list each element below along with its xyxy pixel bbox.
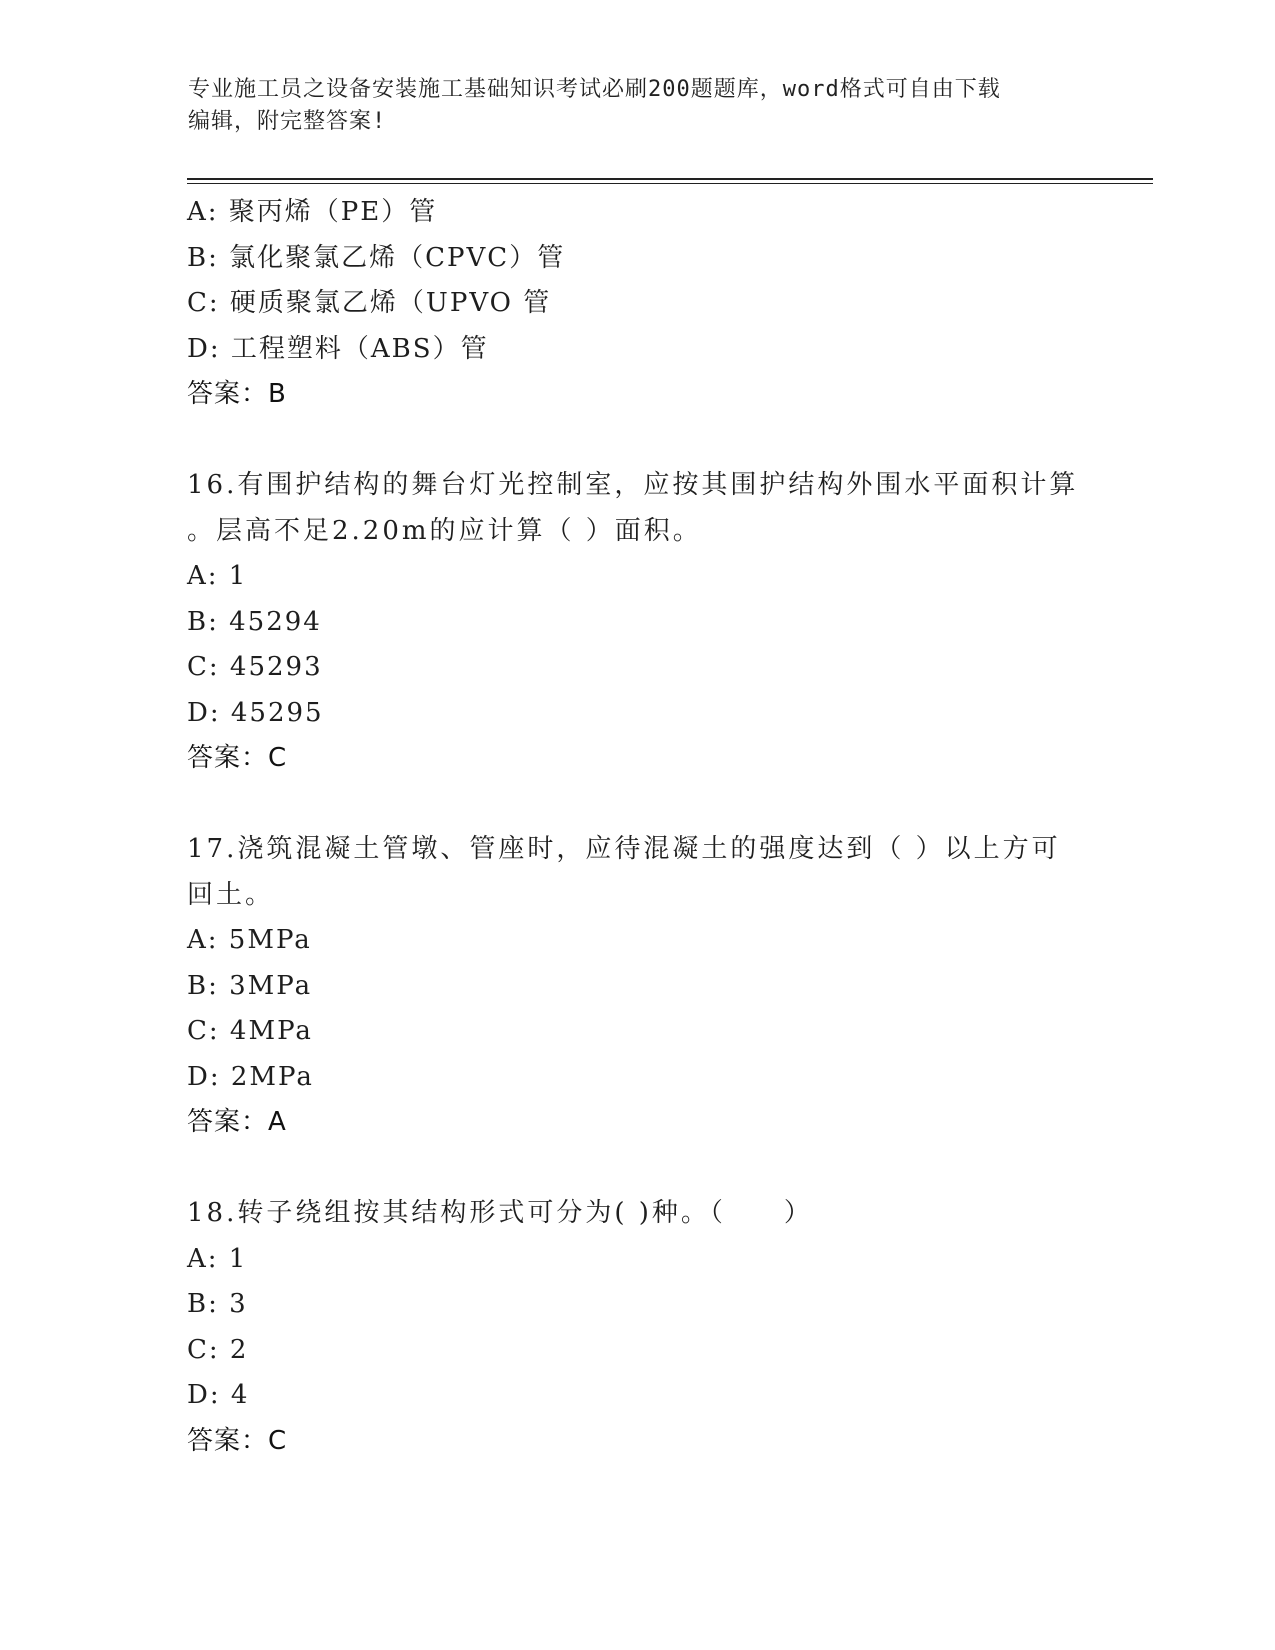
option-a: A: 5MPa: [187, 925, 312, 955]
question-18: [187, 1191, 1087, 1464]
option-b: B: 45294: [187, 606, 322, 637]
header-title-line-2: 编辑，附完整答案!: [188, 109, 387, 134]
question-stem-line-2: 。层高不足2.20m的应计算（ ）面积。: [187, 515, 702, 546]
option-a: A: 1: [187, 561, 248, 591]
option-b: B: 氯化聚氯乙烯（CPVC）管: [187, 242, 566, 273]
spacer: [187, 1146, 1087, 1192]
question-stem-line-1: 18.转子绕组按其结构形式可分为( )种。（ ）: [187, 1198, 813, 1228]
option-d: D: 4: [187, 1380, 250, 1410]
spacer: [187, 782, 1087, 828]
option-c: C: 45293: [187, 652, 323, 682]
option-d: D: 工程塑料（ABS）管: [187, 333, 489, 364]
answer-line: 答案：A: [187, 1107, 287, 1137]
header-rule-thin: [187, 183, 1153, 184]
document-header: [188, 74, 1088, 138]
option-a: A: 1: [187, 1243, 248, 1274]
option-c: C: 硬质聚氯乙烯（UPVO 管: [187, 288, 552, 318]
option-d: D: 45295: [187, 697, 324, 728]
answer-line: 答案：B: [187, 379, 287, 409]
option-d: D: 2MPa: [187, 1061, 314, 1092]
question-16: [187, 463, 1087, 782]
option-a: A: 聚丙烯（PE）管: [187, 197, 438, 227]
question-15: [187, 190, 1087, 418]
header-title-line-1: 专业施工员之设备安装施工基础知识考试必刷200题题库，word格式可自由下载: [188, 77, 1001, 102]
answer-line: 答案：C: [187, 1425, 288, 1456]
question-stem-line-2: 回土。: [187, 879, 275, 910]
spacer: [187, 418, 1087, 464]
option-b: B: 3: [187, 1289, 248, 1319]
option-b: B: 3MPa: [187, 970, 313, 1001]
header-rule-thick: [187, 178, 1153, 180]
option-c: C: 2: [187, 1334, 249, 1365]
question-stem-line-1: 16.有围护结构的舞台灯光控制室，应按其围护结构外围水平面积计算: [187, 470, 1079, 500]
answer-line: 答案：C: [187, 743, 288, 773]
question-stem-line-1: 17.浇筑混凝土管墩、管座时，应待混凝土的强度达到（ ）以上方可: [187, 834, 1061, 864]
question-list: [187, 190, 1087, 1464]
option-c: C: 4MPa: [187, 1016, 313, 1046]
question-17: [187, 827, 1087, 1146]
